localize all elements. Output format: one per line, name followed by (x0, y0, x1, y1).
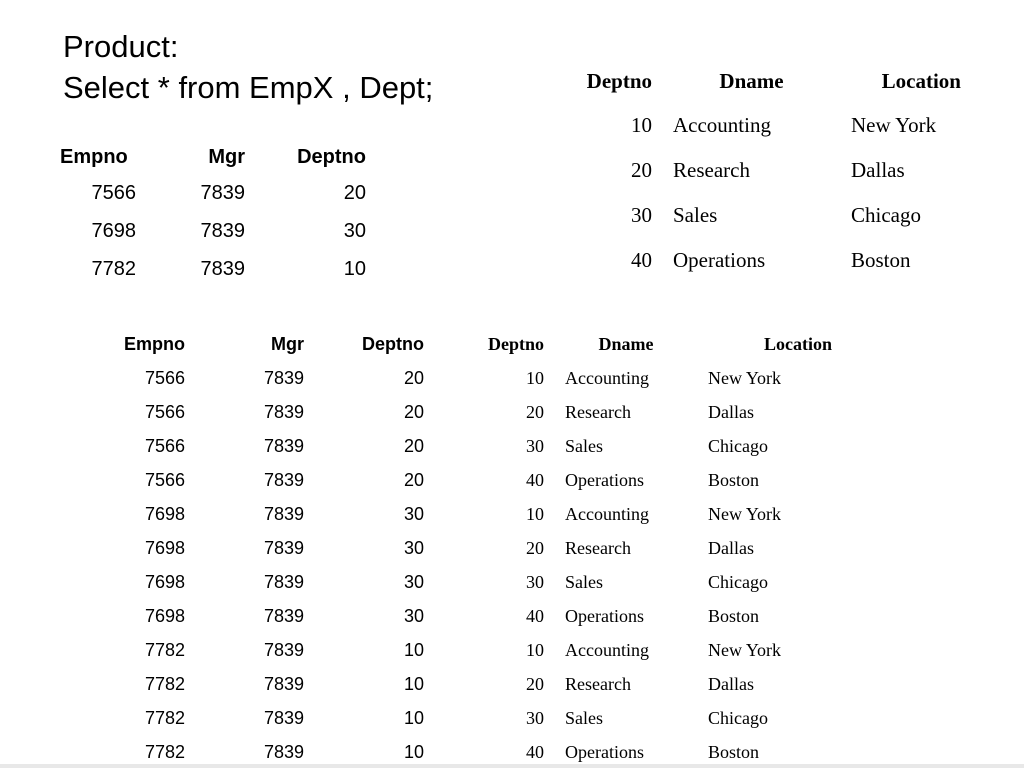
product-cell-dname: Research (565, 673, 631, 694)
dept-cell-location: Dallas (851, 158, 905, 182)
product-cell-emp-deptno: 10 (403, 673, 424, 694)
product-row (100, 599, 832, 633)
empx-header-deptno: Deptno (297, 145, 366, 168)
product-cell-dname: Sales (565, 435, 603, 456)
dept-row (578, 193, 961, 238)
dept-cell-dname: Sales (673, 203, 718, 227)
dept-cell-location: Boston (851, 248, 911, 272)
product-cell-empno: 7782 (144, 741, 185, 762)
dept-cell-deptno: 20 (631, 158, 652, 182)
product-row (100, 463, 832, 497)
empx-cell-deptno: 10 (343, 257, 366, 280)
product-cell-emp-deptno: 20 (403, 367, 424, 388)
product-cell-location: Chicago (708, 707, 768, 728)
product-cell-location: Boston (708, 741, 760, 762)
product-cell-dname: Sales (565, 571, 603, 592)
product-cell-dept-deptno: 40 (526, 469, 544, 490)
dept-cell-deptno: 10 (631, 113, 652, 137)
product-cell-empno: 7782 (144, 673, 185, 694)
empx-row (55, 212, 366, 250)
empx-cell-empno: 7698 (91, 219, 136, 242)
product-cell-dept-deptno: 30 (526, 435, 544, 456)
product-header-dname: Dname (598, 333, 654, 354)
empx-cell-empno: 7782 (91, 257, 136, 280)
product-cell-location: Dallas (708, 537, 754, 558)
product-cell-location: Dallas (708, 673, 754, 694)
product-cell-dept-deptno: 40 (526, 741, 544, 762)
product-cell-emp-deptno: 30 (403, 537, 424, 558)
product-row (100, 565, 832, 599)
title-line-2: Select * from EmpX , Dept; (63, 70, 434, 105)
product-cell-empno: 7698 (144, 605, 185, 626)
title-line-1: Product: (63, 29, 179, 64)
product-cell-empno: 7782 (144, 639, 185, 660)
dept-header-location: Location (881, 68, 961, 93)
product-header-row (100, 327, 832, 361)
product-cell-emp-deptno: 30 (403, 503, 424, 524)
dept-cell-location: New York (851, 113, 937, 137)
product-cell-mgr: 7839 (263, 605, 304, 626)
product-row (100, 633, 832, 667)
product-table (100, 327, 832, 769)
slide-title (63, 26, 433, 108)
product-cell-location: Boston (708, 605, 760, 626)
product-cell-emp-deptno: 30 (403, 605, 424, 626)
product-header-mgr: Mgr (271, 333, 304, 354)
dept-table (578, 59, 961, 283)
product-cell-location: New York (708, 639, 782, 660)
product-cell-dname: Operations (565, 469, 644, 490)
product-cell-mgr: 7839 (263, 469, 304, 490)
product-cell-mgr: 7839 (263, 741, 304, 762)
dept-header-row (578, 59, 961, 103)
product-cell-location: Boston (708, 469, 760, 490)
product-cell-mgr: 7839 (263, 707, 304, 728)
product-cell-empno: 7698 (144, 571, 185, 592)
product-cell-emp-deptno: 30 (403, 571, 424, 592)
product-row (100, 361, 832, 395)
dept-header-dname: Dname (719, 68, 784, 93)
product-header-emp-deptno: Deptno (362, 333, 424, 354)
product-cell-empno: 7782 (144, 707, 185, 728)
product-row (100, 531, 832, 565)
product-cell-dname: Accounting (565, 503, 649, 524)
empx-header-empno: Empno (60, 145, 128, 168)
dept-row (578, 238, 961, 283)
empx-header-row (55, 140, 366, 174)
product-cell-dname: Accounting (565, 367, 649, 388)
product-cell-dname: Research (565, 537, 631, 558)
product-cell-location: New York (708, 503, 782, 524)
dept-cell-dname: Research (673, 158, 750, 182)
dept-cell-dname: Operations (673, 248, 766, 272)
product-cell-mgr: 7839 (263, 639, 304, 660)
product-cell-mgr: 7839 (263, 571, 304, 592)
product-cell-empno: 7698 (144, 503, 185, 524)
dept-row (578, 148, 961, 193)
dept-header-deptno: Deptno (586, 68, 652, 93)
empx-table (55, 140, 366, 288)
product-cell-dname: Operations (565, 605, 644, 626)
product-cell-dept-deptno: 10 (526, 367, 544, 388)
product-cell-emp-deptno: 10 (403, 707, 424, 728)
dept-cell-location: Chicago (851, 203, 921, 227)
product-cell-dept-deptno: 20 (526, 673, 544, 694)
dept-cell-dname: Accounting (673, 113, 771, 137)
product-cell-empno: 7566 (144, 367, 185, 388)
product-cell-location: Chicago (708, 571, 768, 592)
dept-cell-deptno: 40 (631, 248, 652, 272)
product-cell-dept-deptno: 10 (526, 639, 544, 660)
product-cell-dept-deptno: 30 (526, 707, 544, 728)
empx-cell-mgr: 7839 (200, 181, 245, 204)
empx-cell-deptno: 20 (343, 181, 366, 204)
product-row (100, 497, 832, 531)
product-cell-dept-deptno: 10 (526, 503, 544, 524)
product-cell-location: Chicago (708, 435, 768, 456)
product-header-location: Location (763, 333, 832, 354)
product-cell-emp-deptno: 10 (403, 639, 424, 660)
product-cell-empno: 7566 (144, 435, 185, 456)
product-row (100, 429, 832, 463)
product-cell-mgr: 7839 (263, 503, 304, 524)
product-cell-dname: Operations (565, 741, 644, 762)
product-cell-location: Dallas (708, 401, 754, 422)
product-cell-empno: 7566 (144, 469, 185, 490)
dept-row (578, 103, 961, 148)
product-cell-dname: Research (565, 401, 631, 422)
product-cell-dept-deptno: 20 (526, 537, 544, 558)
product-cell-emp-deptno: 20 (403, 401, 424, 422)
product-cell-emp-deptno: 20 (403, 435, 424, 456)
product-cell-dept-deptno: 30 (526, 571, 544, 592)
product-cell-location: New York (708, 367, 782, 388)
product-row (100, 667, 832, 701)
product-cell-emp-deptno: 20 (403, 469, 424, 490)
product-cell-mgr: 7839 (263, 401, 304, 422)
product-header-empno: Empno (124, 333, 185, 354)
slide-bottom-strip (0, 764, 1024, 768)
product-cell-dept-deptno: 20 (526, 401, 544, 422)
empx-header-mgr: Mgr (208, 145, 245, 168)
empx-cell-empno: 7566 (91, 181, 136, 204)
product-cell-emp-deptno: 10 (403, 741, 424, 762)
product-row (100, 701, 832, 735)
product-cell-dname: Sales (565, 707, 603, 728)
empx-row (55, 174, 366, 212)
product-cell-empno: 7698 (144, 537, 185, 558)
product-cell-dept-deptno: 40 (526, 605, 544, 626)
product-cell-mgr: 7839 (263, 435, 304, 456)
product-header-dept-deptno: Deptno (487, 333, 544, 354)
empx-row (55, 250, 366, 288)
empx-cell-mgr: 7839 (200, 219, 245, 242)
product-cell-mgr: 7839 (263, 367, 304, 388)
product-cell-mgr: 7839 (263, 673, 304, 694)
product-cell-mgr: 7839 (263, 537, 304, 558)
dept-cell-deptno: 30 (631, 203, 652, 227)
empx-cell-mgr: 7839 (200, 257, 245, 280)
product-cell-dname: Accounting (565, 639, 649, 660)
empx-cell-deptno: 30 (343, 219, 366, 242)
product-row (100, 395, 832, 429)
product-cell-empno: 7566 (144, 401, 185, 422)
